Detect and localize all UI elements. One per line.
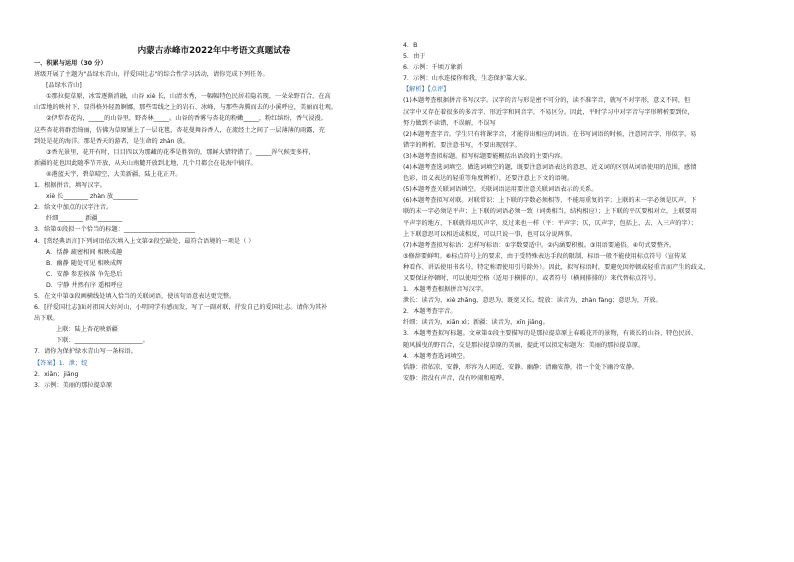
left-text-line: 2．给文中加点的汉字注音。 xyxy=(34,204,113,212)
right-text-line: ⑤修辞要鲜明。⑥标点符号上的要求，由于受特殊表达手段的限制，标语一般不能使用标点符号（宣传某 xyxy=(403,252,687,260)
left-text-line: 纤细________ 新疆________ xyxy=(46,215,123,223)
right-text-line: 联的末一字必须是平声；上下联的词语必须一致（词类相当，结构相应）；上下联的平仄要相对立，上联要用 xyxy=(403,208,697,216)
left-text-line: 2．xiān；jiāng xyxy=(34,370,79,378)
left-text-line: ③香光景里，花开有时，目目四以为那藏的花季是胜智的，那鲜大错特错了。_____浑气候变多样， xyxy=(46,148,315,156)
right-text-line: 又要保证停顿时，可以使用空格（适用于横排的），或者符号（横间排排的）来代替标点符号。 xyxy=(403,274,660,282)
right-text-line: 4．本题考查选词填空。 xyxy=(403,352,469,360)
left-column xyxy=(34,58,394,391)
left-text-line: xiè 长________ zhàn 放________ xyxy=(46,193,138,201)
right-text-line: 2．本题考查字音。 xyxy=(403,308,457,316)
right-text-line: (4)本题考查选词填空。做选词填空的题，既要注意词语表达的意思，近义词的区别从词语使用的范围，感情 xyxy=(403,164,697,172)
left-text-line: 一、积累与运用（30 分） xyxy=(34,60,107,67)
left-text-line: 1．根据拼音，填写汉字。 xyxy=(34,182,106,190)
right-text-line: (7)本题考查拟写标语：怎样写标语：①字数要适中。②内涵要积极。③用语要通俗。④句式要整齐。 xyxy=(403,241,676,249)
right-text-line: 4．B xyxy=(403,42,418,49)
left-text-line: 下联：______________________。 xyxy=(56,337,149,345)
right-text-line: 6．示例：千顷万象新 xyxy=(403,64,463,72)
right-text-line: 7．示例：山水连接你和我，生态保护靠大家。 xyxy=(403,75,531,83)
right-text-line: (5)本题考查关联词语填空。关联词语运用要注意关联词语表示的关系。 xyxy=(403,186,598,194)
left-text-line: 出下联。 xyxy=(34,315,59,323)
right-text-line: 纤细：读音为，xiān xì；新疆：读音为，xīn jiāng。 xyxy=(403,319,549,327)
right-text-line: 3．本题考查拟写标题。文章第①段主要描写的是那拉提草原上春暖花开的景物，有谈长的山谷、特色民居、 xyxy=(403,330,698,338)
right-text-line: 安静：指没有声音，没有吵闹和喧哗。 xyxy=(403,374,509,382)
left-text-line: 6．[抒爱国壮志]面对祖国大好河山，小明同学有感而发，写了一副对联，抒发自己的爱国壮志。请你为其补 xyxy=(34,304,328,312)
right-text-line: 平声字的地方，下联就得用仄声字，反过来也一样（平：平声字；仄，仄声字，包括上、去、入三声的字）； xyxy=(403,219,697,227)
right-text-line: (6)本题考查拟写对联。对联常识：上下联的字数必须相等，不能用重复的字；上联的末一字必须是仄声，下 xyxy=(403,197,697,205)
right-text-line: 泄长：读音为，xiè zhǎng，意思为，既宽又长。绽放：读音为，zhàn fàng；意思为，开放。 xyxy=(403,297,662,305)
right-text-line: 随风摇曳的野百合，交是那拉提草原的美丽，提此可以拟定标题为：美丽的那拉提草原。 xyxy=(403,341,645,349)
left-text-line: 这些杏花将群峦绮丽，仿佛为草原铺上了一层花毯，杏花曼舞谷香人，在流经土之间了一层薄薄的雨露，充 xyxy=(34,126,325,134)
page-title: 内蒙古赤峰市2022年中考语文真题试卷 xyxy=(137,46,291,56)
left-text-line: 3．示例：美丽的那拉提草原 xyxy=(34,381,113,389)
left-text-line: C．安静 参差挨落 争先恐后 xyxy=(46,270,123,278)
right-text-line: (2)本题考查字音。学生只有将课字音，才能得出相应的词语。在书写词语的时候，注意同音字、形似字、易 xyxy=(403,130,697,138)
left-text-line: ④港蓝天宇，碧草晴空，大美新疆，陆上花正开。 xyxy=(46,170,182,178)
left-text-line: 上联：陆上杏花映新疆 xyxy=(56,326,118,334)
right-text-line: 上下联意思可以相近或相反，可以只说一事，也可以分说两事。 xyxy=(403,230,577,238)
left-text-line: [品绿水青山] xyxy=(46,82,82,90)
right-text-line: 错字的辨析，要注意书写，不要出现别字。 xyxy=(403,141,521,149)
left-text-line: 3．给第①段拟一个恰当的标题：_______________________ xyxy=(34,226,196,234)
left-text-line: B．幽静 随处可见 相映成辉 xyxy=(46,259,123,267)
right-text-line: 汉字中又存在着很多的多音字、形近字和同音字，不易区分。因此，平时学习中对字音与字形辨析要到位， xyxy=(403,108,694,116)
right-text-line: (1)本题考查根据拼音书写汉字。汉字的音与形是密不可分的，读不准字音，就写不对字形，意义不同，但 xyxy=(403,97,691,105)
right-text-line: 【解析】【点评】 xyxy=(403,86,450,94)
right-text-line: 努力做到不读错，不误解，不误写 xyxy=(403,119,496,127)
left-text-line: 到处是花的海洋。那是香天的游者，是生命的 zhàn 放。 xyxy=(34,137,189,145)
left-text-line: 5．在文中第③段画横线处填入恰当的关联词语，使该句语意表达更完整。 xyxy=(34,292,236,300)
left-text-line: 新疆的花也因此随季节开放，从天山南麓开放到北地，几个月都会在花海中徜徉。 xyxy=(34,159,257,167)
left-text-line: D．宁静 井然有序 遥相呼应 xyxy=(46,281,123,289)
right-text-line: 1．本题考查根据拼音写汉字。 xyxy=(403,286,488,294)
left-text-line: A．恬静 疏密相间 相映成趣 xyxy=(46,248,123,256)
right-text-line: 种看作、讲话使用书名号，特定称谓使用引号除外）。因此，拟写标语时，要避免因停顿或轻重音而产生的歧义， xyxy=(403,263,710,271)
right-column xyxy=(403,40,765,384)
right-text-line: 5．由于 xyxy=(403,53,426,61)
left-text-line: 山雪地的映衬下，显得格外轻盈婀娜，那些雪线之上的岩石、冰峰，与那些奔腾而去的小溪呼应，美丽而壮观。 xyxy=(34,104,338,112)
left-text-line: ①那拉提草原，冰雪逐渐消融，山谷 xiè 长，山清水秀，一幅幅特色民居若隐若现，一朵朵野百合，在高 xyxy=(46,93,331,101)
right-text-line: 色彩，语义表达的轻重等角度辨析），还要注意上下文的语境。 xyxy=(403,175,574,183)
right-text-line: (3)本题考查拟标题。拟写标题要能概括出语段的主要内容。 xyxy=(403,152,567,160)
left-text-line: 班级开展了主题为"品绿水青山，抒爱国壮志"的综合性学习活动，请你完成下列任务。 xyxy=(34,71,269,79)
left-text-line: 7．请你为保护绿水青山写一条标语。 xyxy=(34,348,137,356)
left-text-line: ②伊犁杏花沟，_____的山谷里，野杏林_____。山谷的香雾与杏花的粉嫩_____，粉红缤纷，香气浸漫。 xyxy=(46,115,327,123)
left-text-line: 【答案】1．泄；绽 xyxy=(34,359,88,367)
left-text-line: 4．[赏经典语言]下列词语依次填入上文第②段空缺处，最符合语境的一项是（ ） xyxy=(34,237,255,245)
right-text-line: 恬静：指依凉、安静，形容为人闲适，安静。幽静：清幽安静，指一个处下幽冷安静。 xyxy=(403,363,639,371)
